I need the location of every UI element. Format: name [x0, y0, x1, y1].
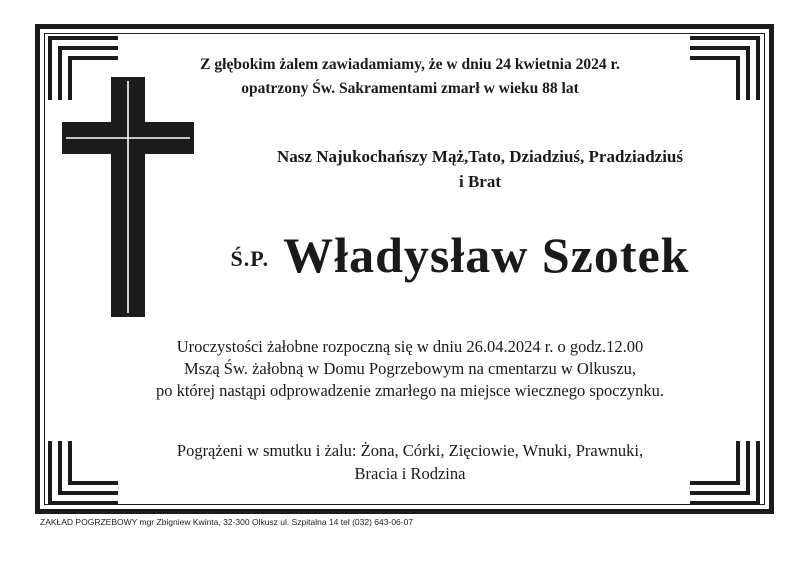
corner-ornament-icon — [48, 441, 118, 505]
intro-line-2: opatrzony Św. Sakramentami zmarł w wieku 88 lat — [241, 80, 579, 97]
funeral-home-footer: ZAKŁAD POGRZEBOWY mgr Zbigniew Kwinta, 32-300 Olkusz ul. Szpitalna 14 tel (032) 643-06-07 — [40, 517, 414, 527]
ceremony-line-2: Mszą Św. żałobną w Domu Pogrzebowym na cmentarzu w Olkuszu, — [183, 359, 637, 378]
cross-icon — [62, 77, 194, 317]
mourners-line-1: Pogrążeni w smutku i żalu: Żona, Córki, Zięciowie, Wnuki, Prawnuki, — [176, 441, 644, 460]
ceremony-line-1: Uroczystości żałobne rozpoczną się w dniu 26.04.2024 r. o godz.12.00 — [176, 337, 644, 356]
corner-ornament-icon — [690, 36, 760, 100]
deceased-heading — [190, 226, 730, 284]
deceased-name: Władysław Szotek — [283, 227, 690, 283]
relation-line-1: Nasz Najukochańszy Mąż,Tato, Dziadziuś, Pradziadziuś — [277, 147, 683, 166]
intro-line-1: Z głębokim żalem zawiadamiamy, że w dniu 24 kwietnia 2024 r. — [200, 56, 620, 73]
deceased-prefix: Ś.P. — [230, 246, 270, 271]
ceremony-line-3: po której nastąpi odprowadzenie zmarłego na miejsce wiecznego spoczynku. — [155, 381, 665, 400]
relation-line-2: i Brat — [458, 172, 502, 191]
mourners-line-2: Bracia i Rodzina — [354, 464, 466, 483]
